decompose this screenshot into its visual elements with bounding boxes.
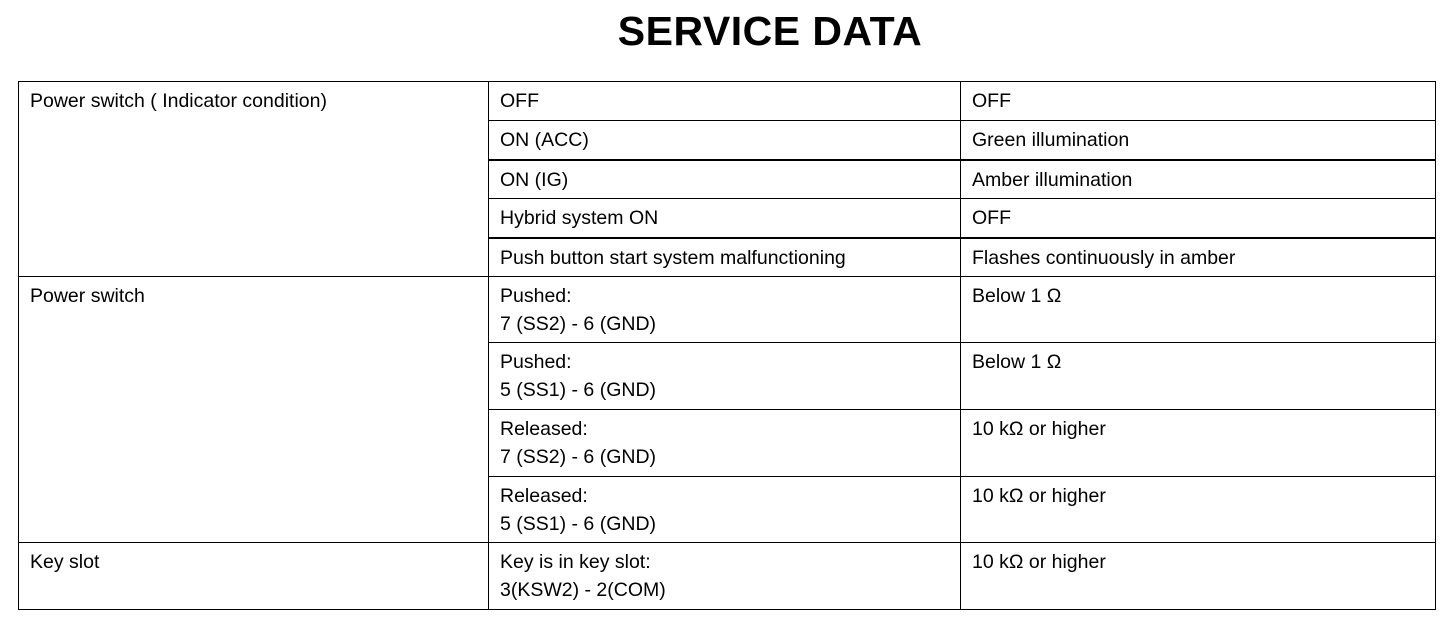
condition-cell: Hybrid system ON	[489, 199, 961, 238]
spec-cell: Green illumination	[961, 121, 1436, 160]
table-row	[19, 82, 1436, 121]
item-cell-key-slot: Key slot	[19, 543, 489, 610]
condition-cell: Key is in key slot: 3(KSW2) - 2(COM)	[489, 543, 961, 610]
spec-cell: OFF	[961, 82, 1436, 121]
condition-cell: Pushed: 5 (SS1) - 6 (GND)	[489, 343, 961, 410]
spec-cell: Amber illumination	[961, 160, 1436, 199]
spec-cell: 10 kΩ or higher	[961, 477, 1436, 543]
spec-cell: Below 1 Ω	[961, 277, 1436, 343]
spec-cell: OFF	[961, 199, 1436, 238]
spec-cell: 10 kΩ or higher	[961, 410, 1436, 477]
page-title: SERVICE DATA	[617, 8, 923, 54]
item-cell-power-switch: Power switch	[19, 277, 489, 543]
item-cell-power-switch-indicator: Power switch ( Indicator condition)	[19, 82, 489, 277]
condition-cell: ON (ACC)	[489, 121, 961, 160]
condition-cell: Released: 7 (SS2) - 6 (GND)	[489, 410, 961, 477]
condition-cell: Push button start system malfunctioning	[489, 238, 961, 277]
condition-cell: Pushed: 7 (SS2) - 6 (GND)	[489, 277, 961, 343]
spec-cell: 10 kΩ or higher	[961, 543, 1436, 610]
condition-cell: OFF	[489, 82, 961, 121]
condition-cell: Released: 5 (SS1) - 6 (GND)	[489, 477, 961, 543]
service-data-table	[18, 81, 1436, 610]
table-row	[19, 543, 1436, 610]
condition-cell: ON (IG)	[489, 160, 961, 199]
spec-cell: Below 1 Ω	[961, 343, 1436, 410]
spec-cell: Flashes continuously in amber	[961, 238, 1436, 277]
table-row	[19, 277, 1436, 343]
